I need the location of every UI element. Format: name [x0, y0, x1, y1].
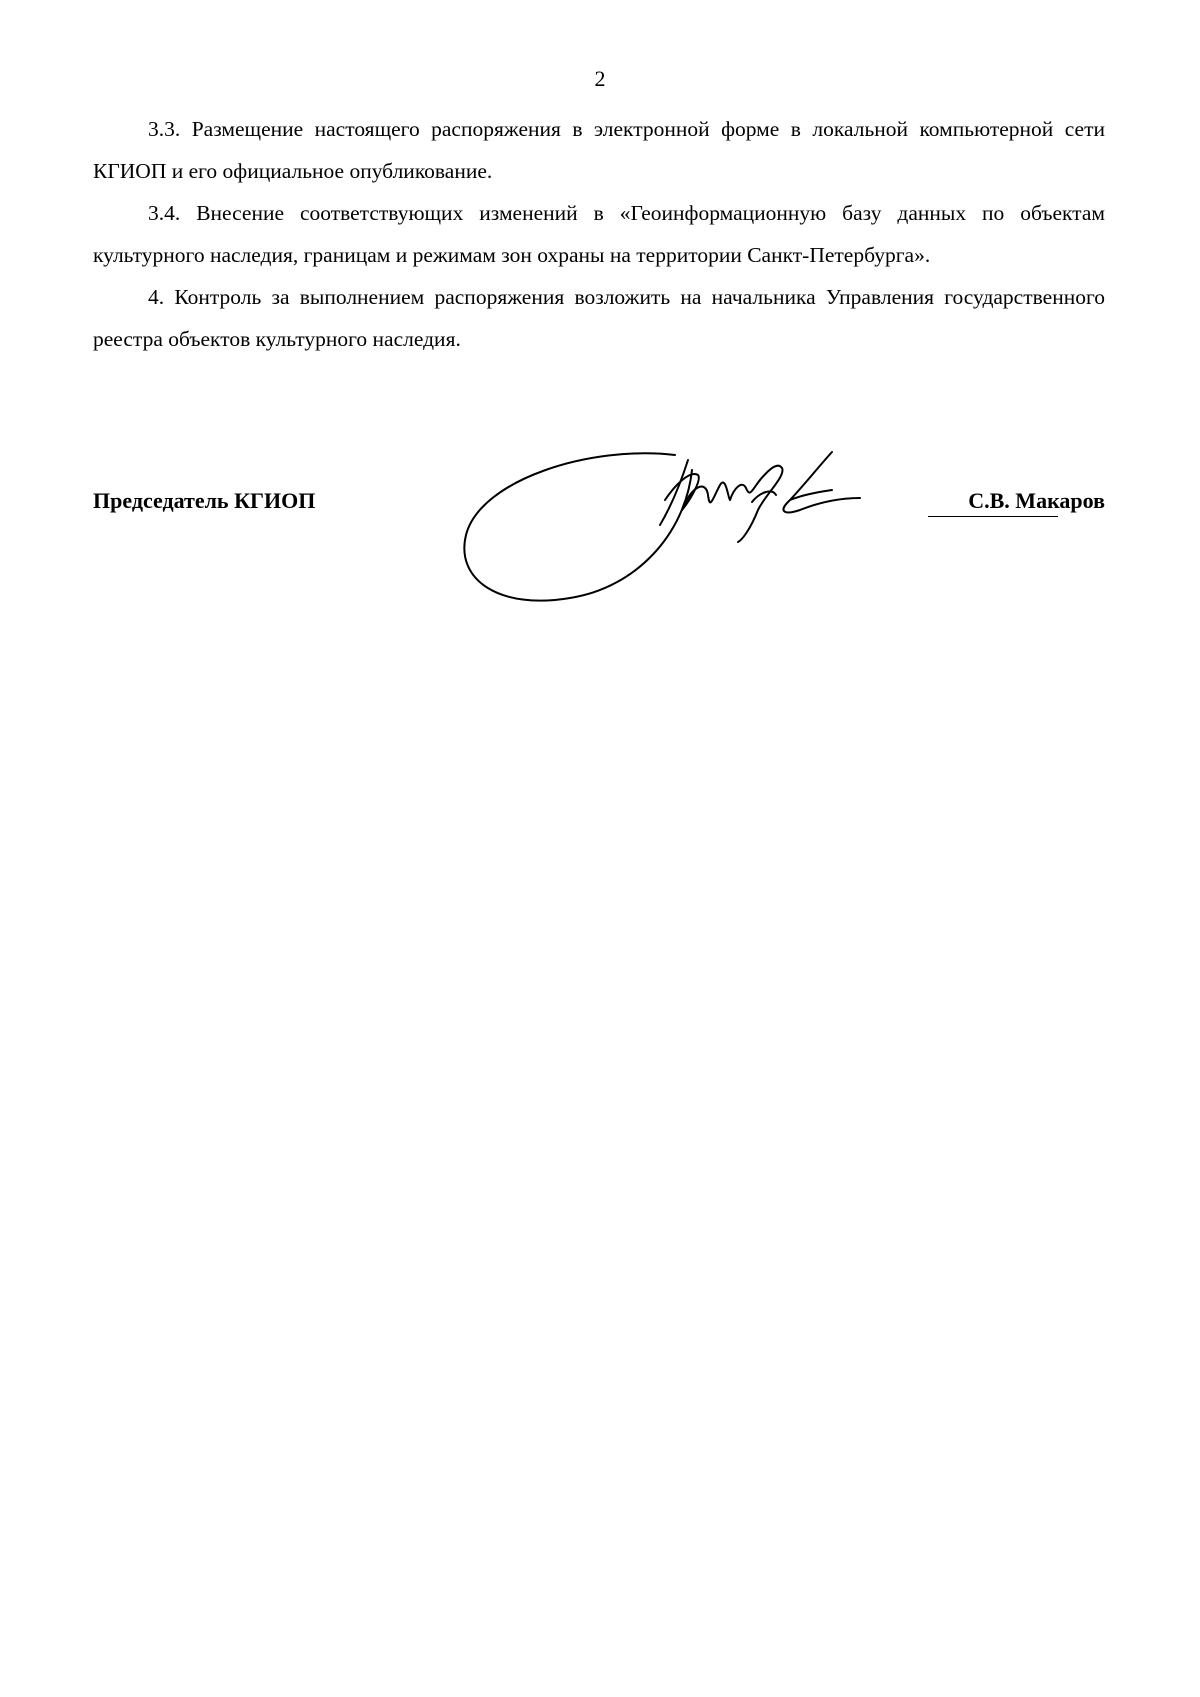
paragraph-4: 4. Контроль за выполнением распоряжения возложить на начальника Управления государственного реестра объектов культурного наследия.	[93, 285, 1105, 351]
paragraph-3-4: 3.4. Внесение соответствующих изменений в «Геоинформационную базу данных по объектам культурного наследия, границам и режимам зон охраны на территории Санкт-Петербурга».	[93, 201, 1105, 267]
handwritten-signature-icon	[460, 440, 940, 640]
page-number: 2	[594, 66, 606, 91]
signatory-title: Председатель КГИОП	[93, 488, 316, 513]
signatory-name: С.В. Макаров	[968, 488, 1105, 513]
paragraph-3-3: 3.3. Размещение настоящего распоряжения в электронной форме в локальной компьютерной сети КГИОП и его официальное опубликование.	[93, 117, 1105, 183]
signature-line	[928, 516, 1058, 517]
document-body	[93, 108, 1105, 360]
